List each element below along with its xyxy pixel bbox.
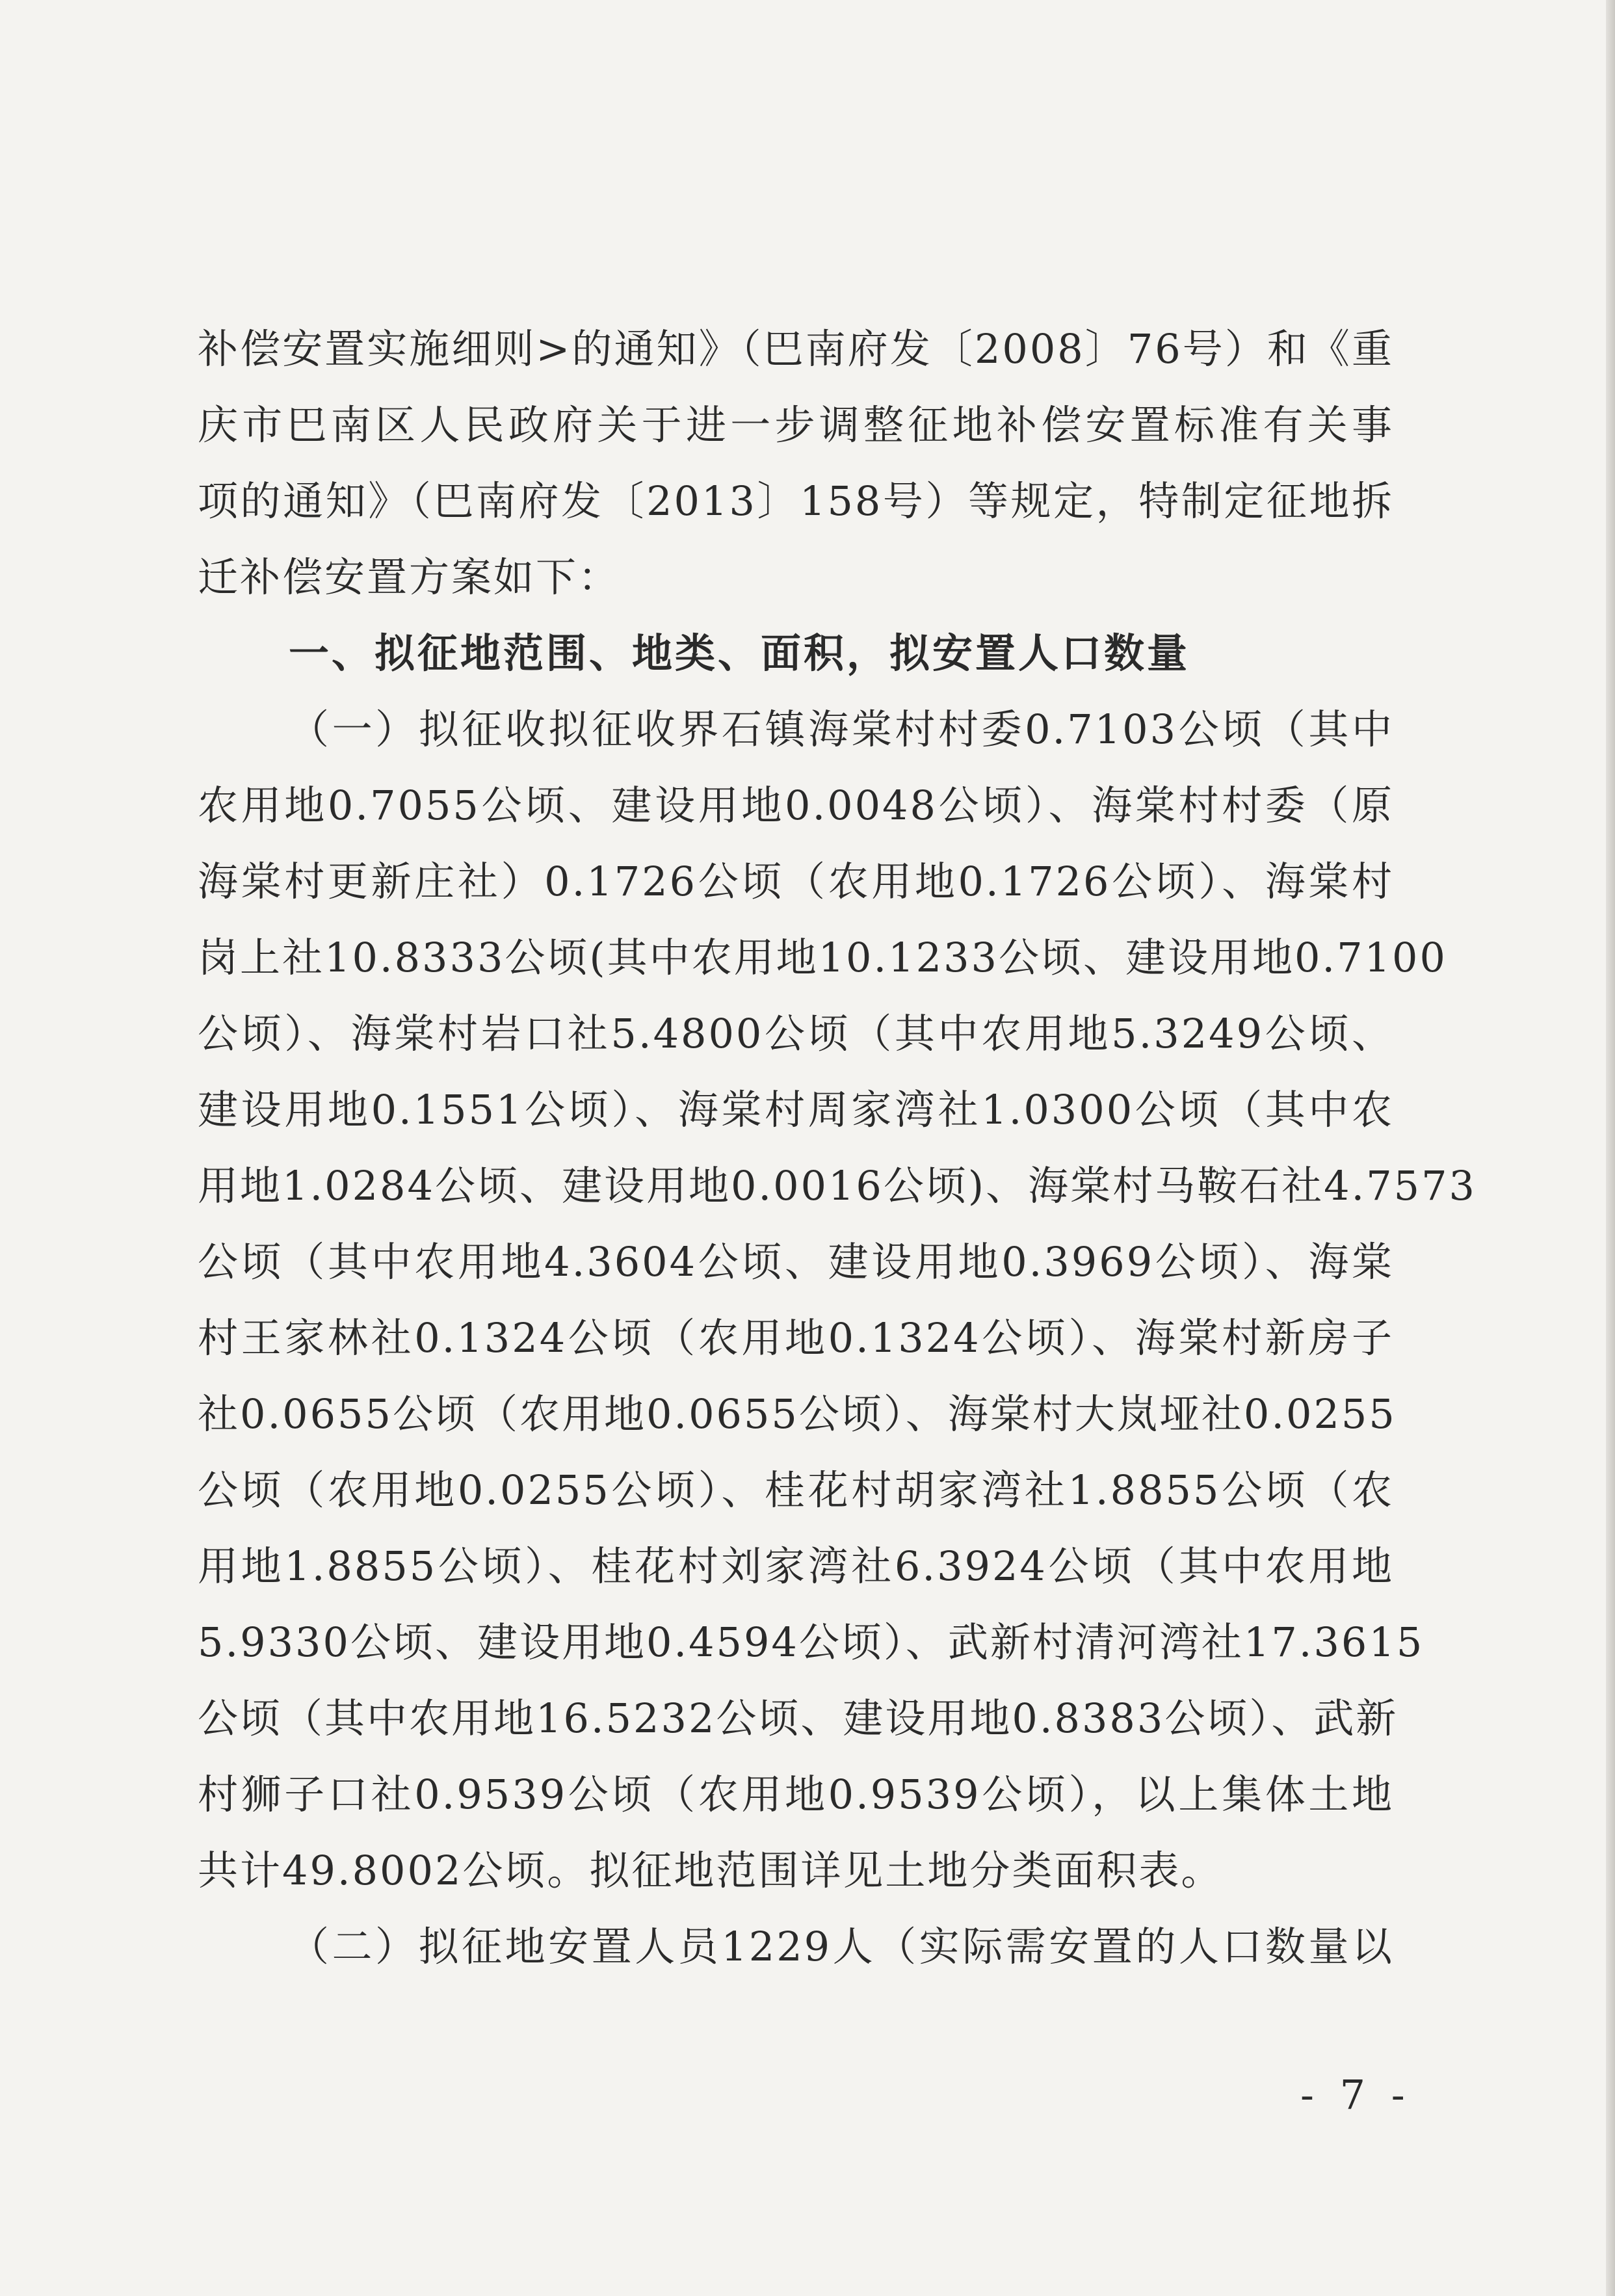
text-line: 共计49.8002公顷。拟征地范围详见土地分类面积表。: [198, 1847, 1224, 1894]
text-line: 海棠村更新庄社）0.1726公顷（农用地0.1726公顷）、海棠村: [198, 858, 1394, 905]
text-line: 农用地0.7055公顷、建设用地0.0048公顷）、海棠村村委（原: [198, 782, 1394, 829]
paragraph-first-line: （一）拟征收拟征收界石镇海棠村村委0.7103公顷（其中: [289, 706, 1394, 753]
page-edge-shadow: [1606, 0, 1615, 2296]
text-line: 用地1.0284公顷、建设用地0.0016公顷)、海棠村马鞍石社4.7573: [198, 1162, 1477, 1209]
text-line: 公顷（其中农用地4.3604公顷、建设用地0.3969公顷）、海棠: [198, 1238, 1394, 1286]
document-body: [198, 311, 1477, 1985]
page-number: - 7 -: [1300, 2071, 1411, 2118]
text-line: 社0.0655公顷（农用地0.0655公顷）、海棠村大岚垭社0.0255: [198, 1390, 1397, 1438]
text-line: 用地1.8855公顷）、桂花村刘家湾社6.3924公顷（其中农用地: [198, 1542, 1394, 1590]
text-line: 补偿安置实施细则>的通知》（巴南府发〔2008〕76号）和《重: [198, 325, 1394, 373]
paragraph-first-line: （二）拟征地安置人员1229人（实际需安置的人口数量以: [289, 1923, 1394, 1970]
text-line: 公顷（农用地0.0255公顷）、桂花村胡家湾社1.8855公顷（农: [198, 1466, 1394, 1514]
text-line: 村狮子口社0.9539公顷（农用地0.9539公顷），以上集体土地: [198, 1771, 1394, 1818]
text-line: 5.9330公顷、建设用地0.4594公顷）、武新村清河湾社17.3615: [198, 1618, 1425, 1666]
text-line: 迁补偿安置方案如下：: [198, 553, 621, 601]
text-line: 公顷）、海棠村岩口社5.4800公顷（其中农用地5.3249公顷、: [198, 1010, 1394, 1057]
text-line: 岗上社10.8333公顷(其中农用地10.1233公顷、建设用地0.7100: [198, 934, 1447, 981]
text-line: 项的通知》（巴南府发〔2013〕158号）等规定，特制定征地拆: [198, 477, 1394, 525]
text-line: 公顷（其中农用地16.5232公顷、建设用地0.8383公顷）、武新: [198, 1695, 1398, 1742]
text-line: 庆市巴南区人民政府关于进一步调整征地补偿安置标准有关事: [198, 401, 1394, 449]
section-heading: 一、拟征地范围、地类、面积，拟安置人口数量: [289, 629, 1190, 677]
text-line: 建设用地0.1551公顷）、海棠村周家湾社1.0300公顷（其中农: [198, 1086, 1394, 1133]
text-line: 村王家林社0.1324公顷（农用地0.1324公顷）、海棠村新房子: [198, 1314, 1394, 1362]
